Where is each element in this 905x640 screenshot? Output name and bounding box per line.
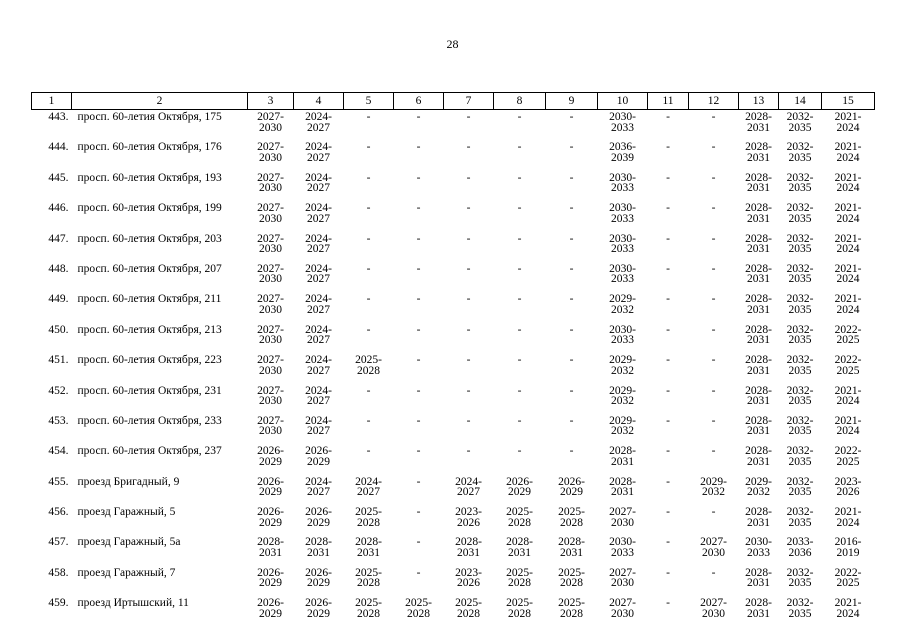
period-cell-col-14: 2032- 2035: [786, 323, 814, 347]
period-cell-col-5: 2028- 2031: [355, 536, 382, 559]
period-cell-col-15: 2023- 2026: [834, 475, 862, 499]
period-cell-col-15: 2021- 2024: [834, 414, 862, 438]
period-cell-col-13: 2028- 2031: [745, 323, 772, 347]
period-cell-col-10: 2029- 2032: [609, 384, 636, 408]
period-cell-col-9: -: [569, 141, 574, 154]
table-row: [32, 566, 875, 596]
period-cell-col-7: -: [466, 384, 471, 397]
period-cell-col-4: 2024- 2027: [305, 293, 332, 316]
period-cell-col-15: 2022- 2025: [834, 323, 862, 347]
table-row: [32, 535, 875, 565]
period-cell-col-9: -: [569, 202, 574, 215]
period-cell-col-11: -: [666, 445, 670, 458]
row-number: 445.: [48, 171, 69, 184]
period-cell-col-8: -: [517, 384, 522, 397]
column-header-1: 1: [32, 93, 72, 110]
period-cell-col-11: -: [666, 475, 670, 488]
period-cell-col-5: 2025- 2028: [355, 506, 382, 529]
table-row: [32, 596, 875, 626]
period-cell-col-7: -: [466, 354, 471, 367]
period-cell-col-14: 2032- 2035: [786, 171, 814, 195]
period-cell-col-3: 2028- 2031: [257, 536, 284, 559]
period-cell-col-12: -: [711, 232, 716, 245]
period-cell-col-9: 2028- 2031: [558, 536, 585, 559]
period-cell-col-15: 2022- 2025: [834, 566, 862, 590]
period-cell-col-4: 2026- 2029: [305, 566, 332, 590]
period-cell-col-10: 2030- 2033: [609, 171, 636, 195]
period-cell-col-4: 2024- 2027: [305, 202, 332, 225]
period-cell-col-3: 2026- 2029: [257, 475, 284, 499]
period-cell-col-12: 2029- 2032: [700, 475, 727, 499]
period-cell-col-11: -: [666, 384, 670, 397]
period-cell-col-6: -: [416, 506, 421, 519]
period-cell-col-5: -: [366, 202, 371, 215]
period-cell-col-15: 2016- 2019: [834, 536, 862, 559]
table-row: [32, 262, 875, 292]
period-cell-col-11: -: [666, 141, 670, 154]
period-cell-col-8: 2025- 2028: [506, 597, 533, 620]
period-cell-col-11: -: [666, 232, 670, 245]
period-cell-col-15: 2021- 2024: [834, 111, 862, 134]
row-number: 458.: [48, 566, 69, 579]
period-cell-col-9: -: [569, 414, 574, 427]
column-header-11: 11: [648, 93, 689, 110]
period-cell-col-14: 2032- 2035: [786, 293, 814, 316]
period-cell-col-12: -: [711, 384, 716, 397]
period-cell-col-12: -: [711, 171, 716, 184]
period-cell-col-8: -: [517, 262, 522, 275]
period-cell-col-6: -: [416, 262, 421, 275]
period-cell-col-8: -: [517, 445, 522, 458]
period-cell-col-5: 2025- 2028: [355, 566, 382, 590]
period-cell-col-14: 2033- 2036: [786, 536, 814, 559]
period-cell-col-3: 2027- 2030: [257, 202, 284, 225]
period-cell-col-11: -: [666, 323, 670, 336]
period-cell-col-11: -: [666, 536, 670, 549]
period-cell-col-14: 2032- 2035: [786, 111, 814, 134]
period-cell-col-14: 2032- 2035: [786, 141, 814, 164]
address-cell: просп. 60-летия Октября, 213: [77, 323, 222, 336]
period-cell-col-9: -: [569, 445, 574, 458]
period-cell-col-9: 2025- 2028: [558, 597, 585, 620]
period-cell-col-11: -: [666, 566, 670, 579]
period-cell-col-12: -: [711, 354, 716, 367]
row-number: 459.: [48, 597, 69, 610]
row-number: 454.: [48, 445, 69, 458]
period-cell-col-13: 2028- 2031: [745, 232, 772, 256]
address-cell: просп. 60-летия Октября, 203: [77, 232, 222, 245]
table-row: [32, 505, 875, 535]
period-cell-col-10: 2030- 2033: [609, 111, 636, 134]
period-cell-col-15: 2021- 2024: [834, 262, 862, 286]
period-cell-col-12: -: [711, 506, 716, 519]
row-number: 448.: [48, 262, 69, 275]
period-cell-col-7: -: [466, 202, 471, 215]
period-cell-col-7: -: [466, 232, 471, 245]
period-cell-col-6: -: [416, 445, 421, 458]
period-cell-col-5: 2025- 2028: [355, 597, 382, 620]
period-cell-col-14: 2032- 2035: [786, 262, 814, 286]
period-cell-col-8: 2028- 2031: [506, 536, 533, 559]
address-cell: просп. 60-летия Октября, 231: [77, 384, 222, 397]
period-cell-col-15: 2021- 2024: [834, 232, 862, 256]
period-cell-col-13: 2028- 2031: [745, 597, 772, 620]
period-cell-col-6: -: [416, 384, 421, 397]
period-cell-col-5: -: [366, 262, 371, 275]
period-cell-col-6: -: [416, 536, 421, 549]
period-cell-col-3: 2026- 2029: [257, 445, 284, 468]
period-cell-col-14: 2032- 2035: [786, 354, 814, 377]
period-cell-col-6: -: [416, 293, 421, 306]
period-cell-col-8: 2025- 2028: [506, 566, 533, 590]
period-cell-col-4: 2024- 2027: [305, 111, 332, 134]
address-cell: просп. 60-летия Октября, 211: [77, 293, 222, 306]
table-row: [32, 353, 875, 383]
period-cell-col-3: 2027- 2030: [257, 141, 284, 164]
period-cell-col-8: -: [517, 354, 522, 367]
period-cell-col-13: 2028- 2031: [745, 566, 772, 590]
table-row: [32, 140, 875, 170]
row-number: 446.: [48, 202, 69, 215]
period-cell-col-8: 2026- 2029: [506, 475, 533, 499]
period-cell-col-4: 2026- 2029: [305, 597, 332, 620]
period-cell-col-8: -: [517, 202, 522, 215]
period-cell-col-12: -: [711, 445, 716, 458]
period-cell-col-13: 2028- 2031: [745, 384, 772, 408]
period-cell-col-15: 2021- 2024: [834, 506, 862, 529]
period-cell-col-11: -: [666, 171, 670, 184]
period-cell-col-10: 2030- 2033: [609, 232, 636, 256]
row-number: 444.: [48, 141, 69, 154]
period-cell-col-4: 2024- 2027: [305, 232, 332, 256]
period-cell-col-12: 2027- 2030: [700, 536, 727, 559]
period-cell-col-7: -: [466, 323, 471, 336]
period-cell-col-5: -: [366, 293, 371, 306]
period-cell-col-3: 2027- 2030: [257, 414, 284, 438]
period-cell-col-13: 2028- 2031: [745, 171, 772, 195]
period-cell-col-9: -: [569, 293, 574, 306]
period-cell-col-9: 2025- 2028: [558, 506, 585, 529]
column-header-9: 9: [546, 93, 598, 110]
period-cell-col-7: -: [466, 111, 471, 123]
period-cell-col-13: 2030- 2033: [745, 536, 772, 559]
period-cell-col-7: -: [466, 171, 471, 184]
table-row: [32, 201, 875, 231]
period-cell-col-9: 2025- 2028: [558, 566, 585, 590]
row-number: 453.: [48, 414, 69, 427]
column-header-7: 7: [444, 93, 494, 110]
row-number: 451.: [48, 354, 69, 367]
row-number: 452.: [48, 384, 69, 397]
period-cell-col-13: 2028- 2031: [745, 202, 772, 225]
period-cell-col-3: 2027- 2030: [257, 384, 284, 408]
period-cell-col-7: 2023- 2026: [455, 506, 482, 529]
period-cell-col-15: 2022- 2025: [834, 445, 862, 468]
period-cell-col-10: 2029- 2032: [609, 293, 636, 316]
period-cell-col-6: -: [416, 232, 421, 245]
row-number: 455.: [48, 475, 69, 488]
address-cell: просп. 60-летия Октября, 223: [77, 354, 222, 367]
period-cell-col-6: -: [416, 141, 421, 154]
period-cell-col-14: 2032- 2035: [786, 414, 814, 438]
period-cell-col-11: -: [666, 293, 670, 306]
period-cell-col-11: -: [666, 354, 670, 367]
period-cell-col-6: -: [416, 323, 421, 336]
period-cell-col-10: 2027- 2030: [609, 597, 636, 620]
period-cell-col-4: 2024- 2027: [305, 475, 332, 499]
period-cell-col-14: 2032- 2035: [786, 475, 814, 499]
address-cell: просп. 60-летия Октября, 237: [77, 445, 222, 458]
column-header-3: 3: [248, 93, 294, 110]
period-cell-col-10: 2028- 2031: [609, 445, 636, 468]
column-header-13: 13: [739, 93, 779, 110]
row-number: 447.: [48, 232, 69, 245]
address-cell: проезд Гаражный, 5а: [77, 536, 181, 549]
period-cell-col-8: -: [517, 141, 522, 154]
period-cell-col-15: 2022- 2025: [834, 354, 862, 377]
period-cell-col-5: -: [366, 141, 371, 154]
period-cell-col-4: 2024- 2027: [305, 171, 332, 195]
period-cell-col-13: 2028- 2031: [745, 141, 772, 164]
address-cell: проезд Иртышский, 11: [77, 597, 189, 610]
period-cell-col-3: 2027- 2030: [257, 232, 284, 256]
row-number: 450.: [48, 323, 69, 336]
period-cell-col-5: -: [366, 384, 371, 397]
address-cell: просп. 60-летия Октября, 233: [77, 414, 222, 427]
period-cell-col-8: -: [517, 171, 522, 184]
address-cell: просп. 60-летия Октября, 176: [77, 141, 222, 154]
period-cell-col-6: -: [416, 171, 421, 184]
period-cell-col-9: 2026- 2029: [558, 475, 585, 499]
period-cell-col-14: 2032- 2035: [786, 566, 814, 590]
column-header-10: 10: [598, 93, 648, 110]
column-header-14: 14: [779, 93, 822, 110]
period-cell-col-11: -: [666, 202, 670, 215]
period-cell-col-11: -: [666, 262, 670, 275]
period-cell-col-15: 2021- 2024: [834, 202, 862, 225]
period-cell-col-7: 2024- 2027: [455, 475, 482, 499]
table-row: [32, 323, 875, 353]
period-cell-col-3: 2027- 2030: [257, 171, 284, 195]
period-cell-col-9: -: [569, 354, 574, 367]
table-row: [32, 110, 875, 141]
address-cell: проезд Бригадный, 9: [77, 475, 180, 488]
period-cell-col-4: 2024- 2027: [305, 141, 332, 164]
period-cell-col-14: 2032- 2035: [786, 384, 814, 408]
period-cell-col-6: -: [416, 202, 421, 215]
address-cell: просп. 60-летия Октября, 207: [77, 262, 222, 275]
period-cell-col-7: -: [466, 141, 471, 154]
period-cell-col-9: -: [569, 323, 574, 336]
period-cell-col-3: 2027- 2030: [257, 323, 284, 347]
period-cell-col-9: -: [569, 262, 574, 275]
period-cell-col-9: -: [569, 171, 574, 184]
column-header-6: 6: [394, 93, 444, 110]
period-cell-col-9: -: [569, 111, 574, 123]
period-cell-col-8: 2025- 2028: [506, 506, 533, 529]
table-body: [32, 110, 875, 627]
period-cell-col-15: 2021- 2024: [834, 171, 862, 195]
period-cell-col-6: -: [416, 354, 421, 367]
period-cell-col-10: 2028- 2031: [609, 475, 636, 499]
period-cell-col-13: 2028- 2031: [745, 354, 772, 377]
period-cell-col-11: -: [666, 597, 670, 610]
period-cell-col-4: 2024- 2027: [305, 262, 332, 286]
period-cell-col-7: -: [466, 262, 471, 275]
period-cell-col-13: 2028- 2031: [745, 445, 772, 468]
period-cell-col-3: 2027- 2030: [257, 354, 284, 377]
period-cell-col-9: -: [569, 232, 574, 245]
period-cell-col-14: 2032- 2035: [786, 445, 814, 468]
period-cell-col-5: -: [366, 111, 371, 123]
period-cell-col-5: -: [366, 323, 371, 336]
period-cell-col-6: -: [416, 414, 421, 427]
period-cell-col-6: -: [416, 475, 421, 488]
period-cell-col-10: 2029- 2032: [609, 414, 636, 438]
period-cell-col-10: 2027- 2030: [609, 566, 636, 590]
period-cell-col-4: 2026- 2029: [305, 445, 332, 468]
table-row: [32, 444, 875, 474]
period-cell-col-12: -: [711, 293, 716, 306]
period-cell-col-11: -: [666, 111, 670, 123]
period-cell-col-12: -: [711, 111, 716, 123]
column-header-2: 2: [72, 93, 248, 110]
period-cell-col-7: -: [466, 414, 471, 427]
column-header-5: 5: [344, 93, 394, 110]
table-row: [32, 384, 875, 414]
address-cell: просп. 60-летия Октября, 199: [77, 202, 222, 215]
table-row: [32, 475, 875, 505]
period-cell-col-11: -: [666, 414, 670, 427]
schedule-table: [31, 92, 875, 627]
period-cell-col-15: 2021- 2024: [834, 293, 862, 316]
period-cell-col-8: -: [517, 323, 522, 336]
period-cell-col-12: -: [711, 141, 716, 154]
address-cell: проезд Гаражный, 7: [77, 566, 176, 579]
period-cell-col-5: -: [366, 232, 371, 245]
period-cell-col-14: 2032- 2035: [786, 597, 814, 620]
period-cell-col-3: 2026- 2029: [257, 566, 284, 590]
row-number: 443.: [48, 111, 69, 123]
period-cell-col-14: 2032- 2035: [786, 506, 814, 529]
period-cell-col-8: -: [517, 414, 522, 427]
period-cell-col-5: -: [366, 414, 371, 427]
period-cell-col-13: 2029- 2032: [745, 475, 772, 499]
period-cell-col-10: 2036- 2039: [609, 141, 636, 164]
period-cell-col-10: 2027- 2030: [609, 506, 636, 529]
period-cell-col-10: 2030- 2033: [609, 536, 636, 559]
period-cell-col-3: 2027- 2030: [257, 293, 284, 316]
period-cell-col-8: -: [517, 111, 522, 123]
period-cell-col-7: 2023- 2026: [455, 566, 482, 590]
period-cell-col-10: 2030- 2033: [609, 323, 636, 347]
period-cell-col-4: 2024- 2027: [305, 323, 332, 347]
period-cell-col-15: 2021- 2024: [834, 597, 862, 620]
period-cell-col-11: -: [666, 506, 670, 519]
period-cell-col-3: 2026- 2029: [257, 506, 284, 529]
row-number: 457.: [48, 536, 69, 549]
period-cell-col-4: 2024- 2027: [305, 354, 332, 377]
row-number: 456.: [48, 506, 69, 519]
table-row: [32, 292, 875, 322]
period-cell-col-13: 2028- 2031: [745, 414, 772, 438]
table-row: [32, 171, 875, 201]
period-cell-col-13: 2028- 2031: [745, 111, 772, 134]
period-cell-col-12: -: [711, 202, 716, 215]
period-cell-col-4: 2026- 2029: [305, 506, 332, 529]
period-cell-col-8: -: [517, 232, 522, 245]
period-cell-col-14: 2032- 2035: [786, 232, 814, 256]
period-cell-col-5: 2025- 2028: [355, 354, 382, 377]
period-cell-col-7: 2028- 2031: [455, 536, 482, 559]
period-cell-col-12: -: [711, 262, 716, 275]
period-cell-col-10: 2030- 2033: [609, 262, 636, 286]
page-number: 28: [446, 37, 459, 51]
table-row: [32, 414, 875, 444]
address-cell: просп. 60-летия Октября, 175: [77, 111, 222, 123]
period-cell-col-9: -: [569, 384, 574, 397]
column-header-8: 8: [494, 93, 546, 110]
period-cell-col-4: 2028- 2031: [305, 536, 332, 559]
period-cell-col-5: 2024- 2027: [355, 475, 382, 499]
column-header-12: 12: [689, 93, 739, 110]
period-cell-col-5: -: [366, 171, 371, 184]
period-cell-col-12: 2027- 2030: [700, 597, 727, 620]
period-cell-col-12: -: [711, 414, 716, 427]
period-cell-col-3: 2027- 2030: [257, 262, 284, 286]
period-cell-col-6: -: [416, 111, 421, 123]
period-cell-col-14: 2032- 2035: [786, 202, 814, 225]
period-cell-col-3: 2026- 2029: [257, 597, 284, 620]
address-cell: просп. 60-летия Октября, 193: [77, 171, 222, 184]
period-cell-col-5: -: [366, 445, 371, 458]
period-cell-col-4: 2024- 2027: [305, 414, 332, 438]
row-number: 449.: [48, 293, 69, 306]
period-cell-col-7: -: [466, 293, 471, 306]
period-cell-col-15: 2021- 2024: [834, 384, 862, 408]
period-cell-col-3: 2027- 2030: [257, 111, 284, 134]
period-cell-col-13: 2028- 2031: [745, 506, 772, 529]
period-cell-col-15: 2021- 2024: [834, 141, 862, 164]
period-cell-col-10: 2030- 2033: [609, 202, 636, 225]
column-header-4: 4: [294, 93, 344, 110]
period-cell-col-13: 2028- 2031: [745, 293, 772, 316]
period-cell-col-7: 2025- 2028: [455, 597, 482, 620]
period-cell-col-6: -: [416, 566, 421, 579]
period-cell-col-10: 2029- 2032: [609, 354, 636, 377]
period-cell-col-7: -: [466, 445, 471, 458]
column-header-15: 15: [822, 93, 875, 110]
address-cell: проезд Гаражный, 5: [77, 506, 176, 519]
header-row: [32, 93, 875, 110]
period-cell-col-4: 2024- 2027: [305, 384, 332, 408]
table-row: [32, 232, 875, 262]
period-cell-col-6: 2025- 2028: [405, 597, 432, 620]
period-cell-col-13: 2028- 2031: [745, 262, 772, 286]
period-cell-col-8: -: [517, 293, 522, 306]
period-cell-col-12: -: [711, 323, 716, 336]
period-cell-col-12: -: [711, 566, 716, 579]
